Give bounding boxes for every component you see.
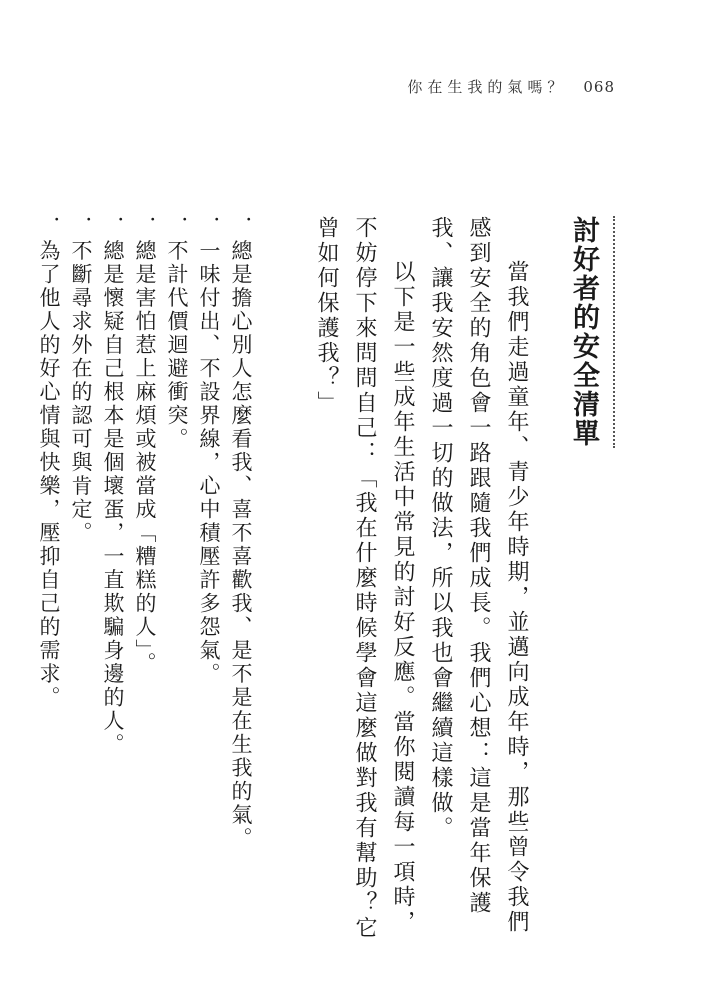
bullet-icon: ． bbox=[197, 216, 221, 240]
vertical-text-body bbox=[33, 216, 615, 956]
list-item: ．為了他人的好心情與快樂，壓抑自己的需求。 bbox=[37, 216, 61, 710]
list-item: ．總是懷疑自己根本是個壞蛋，一直欺騙身邊的人。 bbox=[101, 216, 125, 757]
section-heading: 討好者的安全清單 bbox=[563, 216, 615, 448]
page-number: 068 bbox=[583, 78, 615, 96]
bullet-icon: ． bbox=[101, 216, 125, 240]
list-item: ．不計代價迴避衝突。 bbox=[165, 216, 189, 451]
bullet-icon: ． bbox=[133, 216, 157, 240]
running-header bbox=[407, 76, 615, 97]
paragraph-1: 當我們走過童年、青少年時期，並邁向成年時，那些曾令我們感到安全的角色會一路跟隨我們成長。我們心想：這是當年保護我、讓我安然度過一切的做法，所以我也會繼續這樣做。 bbox=[428, 216, 529, 935]
bullet-icon: ． bbox=[69, 216, 93, 240]
list-item: ．總是擔心別人怎麼看我、喜不喜歡我、是不是在生我的氣。 bbox=[229, 216, 253, 851]
paragraph-2: 以下是一些成年生活中常見的討好反應。當你閱讀每一項時，不妨停下來問問自己：「我在什麼時候學會這麼做對我有幫助？它曾如何保護我？」 bbox=[314, 216, 415, 941]
checklist bbox=[33, 216, 257, 956]
list-item: ．總是害怕惹上麻煩或被當成「糟糕的人」。 bbox=[133, 216, 157, 676]
list-item: ．不斷尋求外在的認可與肯定。 bbox=[69, 216, 93, 545]
bullet-icon: ． bbox=[37, 216, 61, 240]
bullet-icon: ． bbox=[229, 216, 253, 240]
book-title: 你在生我的氣嗎？ bbox=[407, 78, 568, 96]
list-item: ．一味付出、不設界線，心中積壓許多怨氣。 bbox=[197, 216, 221, 686]
bullet-icon: ． bbox=[165, 216, 189, 240]
